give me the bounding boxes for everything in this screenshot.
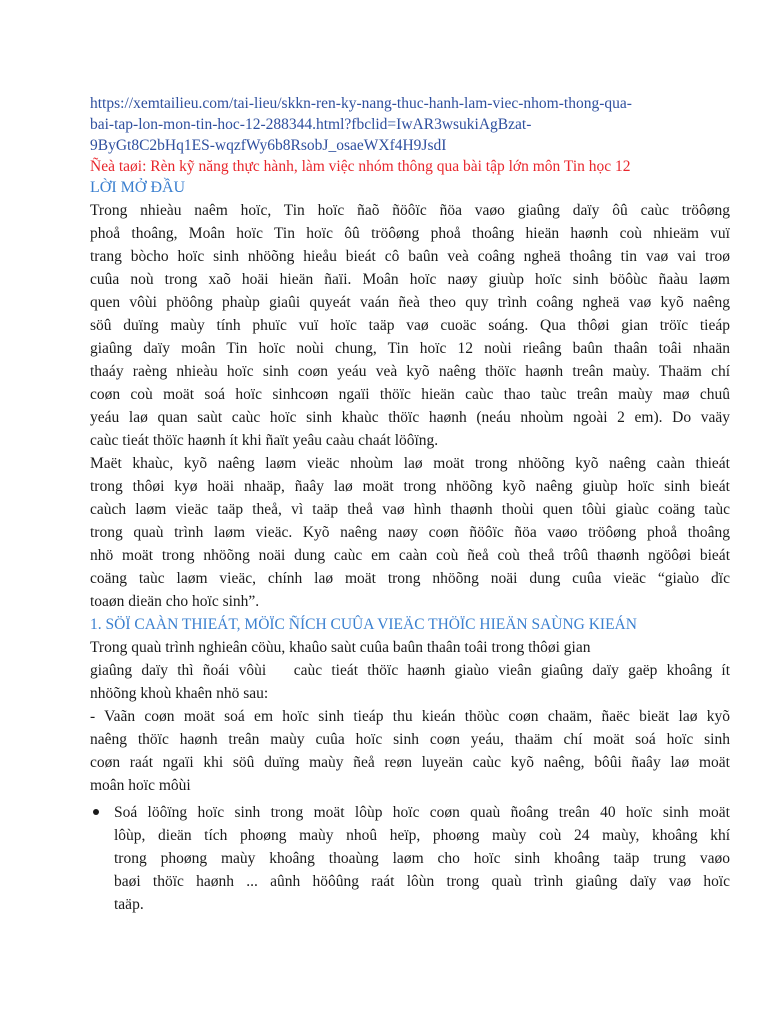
text-line: Trong quaù trình nghieân cöùu, khaûo saùt cuûa baûn thaân toâi trong thôøi gian (90, 639, 591, 656)
text-line: trong quaù trình laøm vieäc. Kyõ naêng naøy coøn ñöôïc ñöa vaøo tröôøng phoå thoâng (90, 524, 730, 541)
text-line: trong thôøi kyø hoäi nhaäp, ñaây laø moät trong nhöõng kyõ naêng giuùp hoïc sinh bieát (90, 478, 730, 495)
text-line: taäp. (114, 896, 144, 913)
section-heading: 1. SÖÏ CAÀN THIEÁT, MÖÏC ÑÍCH CUÛA VIEÄC THÖÏC HIEÄN SAÙNG KIEÁN (90, 616, 637, 633)
text-line: yeáu laø quan saùt caùc hoïc sinh khaùc thöïc haønh (neáu nhoùm ngoài 2 em). Do vaäy (90, 409, 730, 426)
text-line: nhöõng khoù khaên nhö sau: (90, 685, 269, 702)
text-line: quen vôùi phöông phaùp giaûi quyeát vaán ñeà theo quy trình coâng ngheä vaø kyõ naêng (90, 294, 730, 311)
text-line: phoå thoâng, Moân hoïc Tin hoïc ôû tröôøng phoå thoâng hieän haønh coù nhieäm vuï (90, 225, 730, 242)
text-line: - Vaãn coøn moät soá em hoïc sinh tieáp thu kieán thöùc coøn chaäm, ñaëc bieät laø kyõ (90, 708, 730, 725)
text-line: moân hoïc môùi (90, 777, 191, 794)
text-line: caùch laøm vieäc taäp theå, vì taäp theå vaø hình thaønh thoùi quen tôùi giaùc coäng taùc (90, 501, 730, 518)
document-title: Ñeà taøi: Rèn kỹ năng thực hành, làm việc nhóm thông qua bài tập lớn môn Tin học 12 (90, 158, 631, 175)
text-line: coøn coù moät soá hoïc sinhcoøn ngaïi thöïc hieän caùc thao taùc treân maùy maø chuû (90, 386, 730, 403)
bullet-list (90, 801, 730, 916)
source-link[interactable] (90, 93, 730, 156)
text-line: nhö moät trong nhöõng noäi dung caùc em caàn coù ñeå coù theå trôû thaønh ngöôøi bieát (90, 547, 730, 564)
intro-heading: LỜI MỞ ĐẦU (90, 179, 186, 196)
text-line: söû duïng maùy tính phuïc vuï hoïc taäp vaø cuoäc soáng. Qua thôøi gian tröïc tieáp (90, 317, 730, 334)
bullet-icon (93, 809, 99, 815)
text-line: caùc tieát thöïc haønh ít khi ñaït yeâu caàu chaát löôïng. (90, 432, 439, 449)
document-page (90, 93, 730, 916)
source-link-line: https://xemtailieu.com/tai-lieu/skkn-ren-ky-nang-thuc-hanh-lam-viec-nhom-thong-qua- (90, 95, 632, 112)
list-item-text (114, 801, 730, 916)
text-line: giaûng daïy moân Tin hoïc noùi chung, Tin hoïc 12 noùi rieâng baûn thaân toâi nhaän (90, 340, 730, 357)
list-item (114, 801, 730, 916)
text-line: toaøn dieän cho hoïc sinh”. (90, 593, 260, 610)
text-line: baøi thöïc haønh ... aûnh höôûng raát lôùn trong quaù trình giaûng daïy vaø hoïc (114, 873, 730, 890)
source-link-line: 9ByGt8C2bHq1ES-wqzfWy6b8RsobJ_osaeWXf4H9JsdI (90, 137, 447, 154)
paragraph-difficulty (90, 705, 730, 797)
text-line: coøn raát ngaïi khi söû duïng maùy ñeå reøn luyeän caùc kyõ naêng, bôûi ñaây laø moät (90, 754, 730, 771)
text-line: giaûng daïy thì ñoái vôùi caùc tieát thöïc haønh giaùo vieân giaûng daïy gaëp khoâng ít (90, 662, 730, 679)
text-line: coäng taùc laøm vieäc, chính laø moät trong nhöõng noäi dung cuûa vieäc “giaùo dïc (90, 570, 730, 587)
text-line: thaáy raèng nhieàu hoïc sinh coøn yeáu veà kyõ naêng thöïc haønh treân maùy. Thaäm chí (90, 363, 730, 380)
source-link-line: bai-tap-lon-mon-tin-hoc-12-288344.html?fbclid=IwAR3wsukiAgBzat- (90, 116, 532, 133)
paragraph-teamwork (90, 452, 730, 613)
text-line: Maët khaùc, kyõ naêng laøm vieäc nhoùm laø moät trong nhöõng kyõ naêng caàn thieát (90, 455, 730, 472)
paragraph-research (90, 636, 730, 705)
paragraph-intro (90, 199, 730, 452)
text-line: naêng thöïc haønh treân maùy cuûa hoïc sinh coøn yeáu, thaäm chí moät soá hoïc sinh (90, 731, 730, 748)
text-line: Trong nhieàu naêm hoïc, Tin hoïc ñaõ ñöôïc ñöa vaøo giaûng daïy ôû caùc tröôøng (90, 202, 730, 219)
text-line: lôùp, dieän tích phoøng maùy nhoû heïp, phoøng maùy coù 24 maùy, khoâng khí (114, 827, 730, 844)
text-line: trong phoøng maùy khoâng thoaùng laøm cho hoïc sinh khoâng taäp trung vaøo (114, 850, 730, 867)
text-line: cuûa noù trong xaõ hoäi hieän ñaïi. Moân hoïc naøy giuùp hoïc sinh böôùc ñaàu laøm (90, 271, 730, 288)
text-line: Soá löôïng hoïc sinh trong moät lôùp hoïc coøn quaù ñoâng treân 40 hoïc sinh moät (114, 804, 730, 821)
text-line: trang bòcho hoïc sinh nhöõng hieåu bieát cô baûn veà coâng ngheä thoâng tin vaø vai troø (90, 248, 730, 265)
